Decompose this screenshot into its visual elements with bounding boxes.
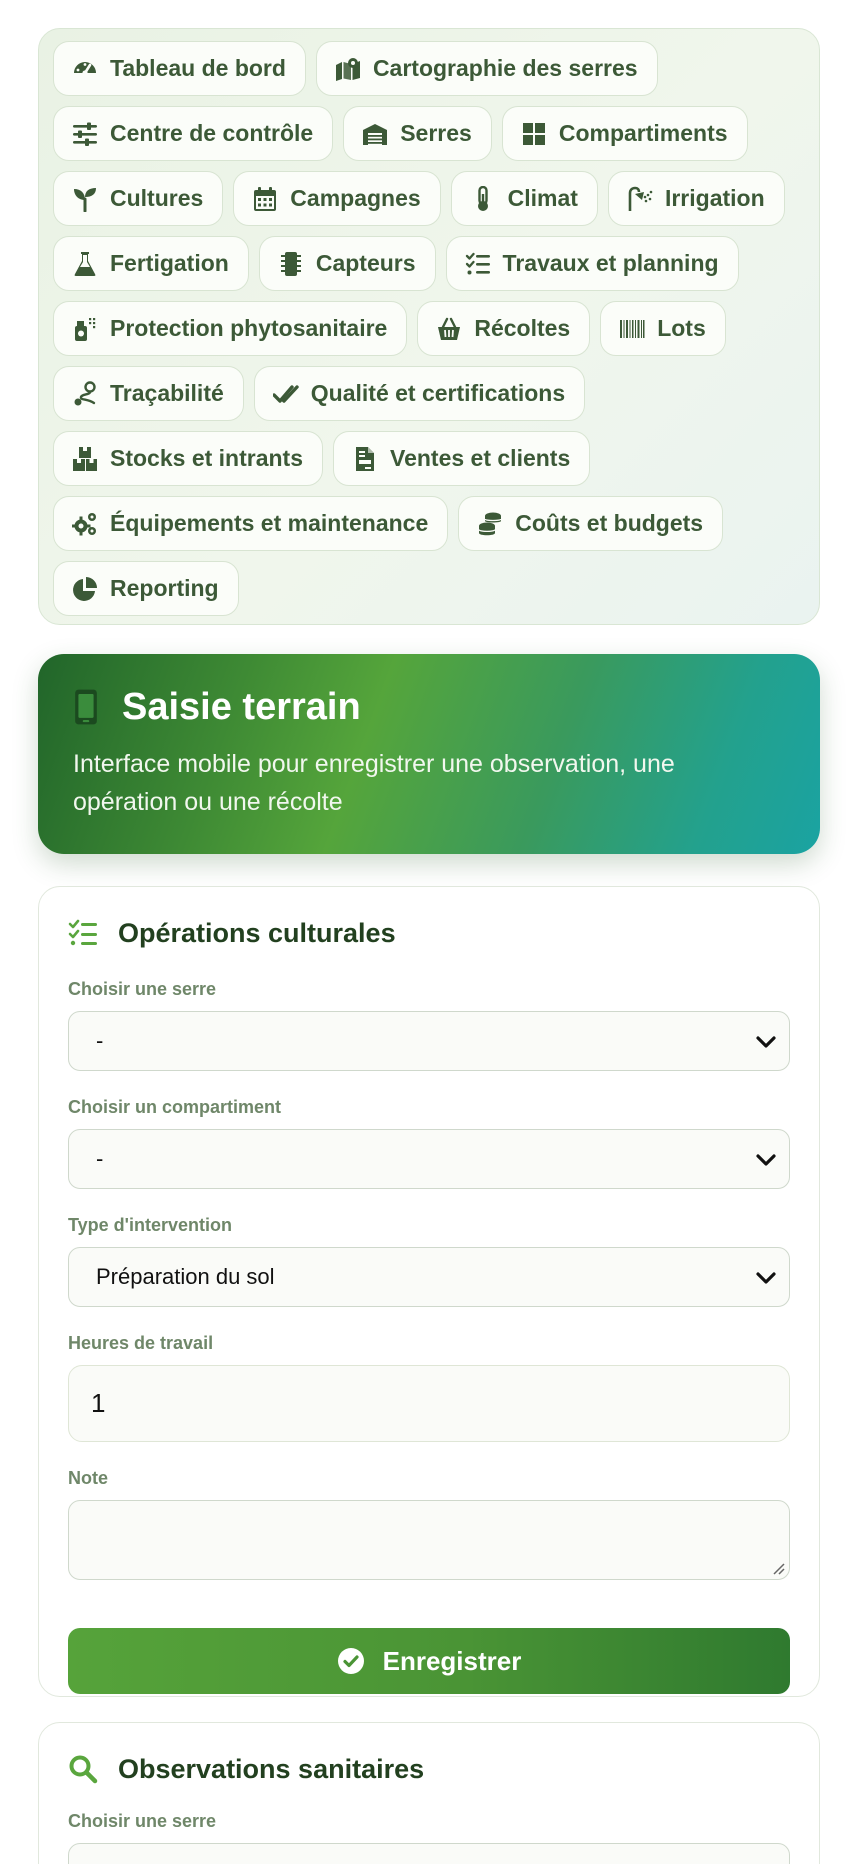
coins-icon xyxy=(476,510,504,538)
compartment-select-value: - xyxy=(96,1146,104,1171)
nav-chip-label: Serres xyxy=(400,120,472,146)
nav-chip-label: Centre de contrôle xyxy=(110,120,314,146)
nav-chip-capteurs[interactable] xyxy=(259,236,436,291)
chip-icon xyxy=(277,250,305,278)
thermometer-icon xyxy=(469,185,497,213)
nav-chip-label: Protection phytosanitaire xyxy=(110,315,388,341)
hero-title: Saisie terrain xyxy=(122,686,361,728)
greenhouse-label: Choisir une serre xyxy=(68,979,217,999)
operations-form-card xyxy=(38,886,820,1697)
nav-chip-qualite-et-certifications[interactable] xyxy=(254,366,585,421)
nav-chip-label: Tableau de bord xyxy=(110,55,286,81)
observations-form-card xyxy=(38,1722,820,1864)
intervention-select[interactable] xyxy=(68,1247,790,1307)
nav-chip-label: Climat xyxy=(507,185,578,211)
nav-chip-label: Reporting xyxy=(110,575,219,601)
nav-chip-lots[interactable] xyxy=(600,301,726,356)
warehouse-icon xyxy=(361,120,389,148)
compartment-label: Choisir un compartiment xyxy=(68,1097,282,1117)
operations-title: Opérations culturales xyxy=(118,917,396,948)
hours-input[interactable] xyxy=(68,1365,790,1442)
nav-chip-label: Capteurs xyxy=(315,250,416,276)
module-chip-list xyxy=(53,41,805,616)
intervention-select-value: Préparation du sol xyxy=(96,1264,275,1289)
nav-chip-couts-et-budgets[interactable] xyxy=(458,496,723,551)
nav-chip-cartographie-des-serres[interactable] xyxy=(316,41,658,96)
seedling-icon xyxy=(71,185,99,213)
spray-icon xyxy=(71,315,99,343)
boxes-icon xyxy=(71,445,99,473)
nav-chip-label: Lots xyxy=(657,315,706,341)
list-check-icon xyxy=(464,250,492,278)
note-textarea[interactable] xyxy=(68,1500,790,1580)
nav-chip-label: Équipements et maintenance xyxy=(110,510,429,536)
chevron-down-icon xyxy=(755,1268,777,1288)
hours-label: Heures de travail xyxy=(68,1333,214,1353)
nav-chip-stocks-et-intrants[interactable] xyxy=(53,431,323,486)
sliders-icon xyxy=(71,120,99,148)
nav-chip-label: Cartographie des serres xyxy=(372,55,638,81)
hours-input-value: 1 xyxy=(91,1388,106,1418)
calendar-icon xyxy=(251,185,279,213)
observations-greenhouse-select[interactable] xyxy=(68,1843,790,1864)
nav-chip-campagnes[interactable] xyxy=(233,171,440,226)
nav-chip-compartiments[interactable] xyxy=(502,106,748,161)
barcode-icon xyxy=(618,315,646,343)
nav-chip-recoltes[interactable] xyxy=(417,301,590,356)
nav-chip-label: Traçabilité xyxy=(110,380,224,406)
nav-chip-travaux-et-planning[interactable] xyxy=(446,236,739,291)
greenhouse-select[interactable] xyxy=(68,1011,790,1071)
mobile-phone-icon xyxy=(73,688,103,728)
chevron-down-icon xyxy=(755,1150,777,1170)
module-nav xyxy=(38,28,820,625)
shower-icon xyxy=(626,185,654,213)
gears-icon xyxy=(71,510,99,538)
nav-chip-label: Récoltes xyxy=(474,315,571,341)
observations-title: Observations sanitaires xyxy=(118,1753,425,1784)
chevron-down-icon xyxy=(755,1032,777,1052)
nav-chip-label: Ventes et clients xyxy=(390,445,571,471)
greenhouse-select-value: - xyxy=(96,1028,104,1053)
nav-chip-fertigation[interactable] xyxy=(53,236,249,291)
hero-banner xyxy=(38,654,820,854)
nav-chip-label: Campagnes xyxy=(290,185,421,211)
basket-icon xyxy=(435,315,463,343)
double-check-icon xyxy=(272,380,300,408)
note-label: Note xyxy=(68,1468,108,1488)
nav-chip-cultures[interactable] xyxy=(53,171,223,226)
grid-icon xyxy=(520,120,548,148)
nav-chip-label: Travaux et planning xyxy=(502,250,719,276)
hero-subtitle: Interface mobile pour enregistrer une observation, une opération ou une récolte xyxy=(73,750,675,816)
nav-chip-equipements-et-maintenance[interactable] xyxy=(53,496,448,551)
nav-chip-label: Coûts et budgets xyxy=(515,510,704,536)
list-check-icon xyxy=(68,918,98,948)
check-circle-icon xyxy=(337,1647,365,1675)
nav-chip-label: Cultures xyxy=(110,185,204,211)
nav-chip-tableau-de-bord[interactable] xyxy=(53,41,306,96)
flask-icon xyxy=(71,250,99,278)
save-button-label: Enregistrer xyxy=(382,1645,522,1676)
nav-chip-climat[interactable] xyxy=(451,171,598,226)
map-icon xyxy=(334,55,362,83)
gauge-icon xyxy=(71,55,99,83)
pie-chart-icon xyxy=(71,575,99,603)
nav-chip-reporting[interactable] xyxy=(53,561,239,616)
nav-chip-label: Qualité et certifications xyxy=(310,380,566,406)
nav-chip-irrigation[interactable] xyxy=(608,171,785,226)
nav-chip-label: Compartiments xyxy=(558,120,728,146)
nav-chip-tracabilite[interactable] xyxy=(53,366,244,421)
nav-chip-label: Stocks et intrants xyxy=(110,445,303,471)
nav-chip-label: Fertigation xyxy=(110,250,229,276)
invoice-icon xyxy=(351,445,379,473)
save-button[interactable] xyxy=(68,1628,790,1694)
compartment-select[interactable] xyxy=(68,1129,790,1189)
route-icon xyxy=(71,380,99,408)
nav-chip-ventes-et-clients[interactable] xyxy=(333,431,590,486)
nav-chip-centre-de-controle[interactable] xyxy=(53,106,333,161)
nav-chip-label: Irrigation xyxy=(664,185,765,211)
intervention-label: Type d'intervention xyxy=(68,1215,232,1235)
observations-greenhouse-label: Choisir une serre xyxy=(68,1811,217,1831)
search-icon xyxy=(68,1754,98,1784)
resize-grip-icon[interactable] xyxy=(771,1561,785,1575)
nav-chip-serres[interactable] xyxy=(343,106,492,161)
nav-chip-protection-phytosanitaire[interactable] xyxy=(53,301,407,356)
